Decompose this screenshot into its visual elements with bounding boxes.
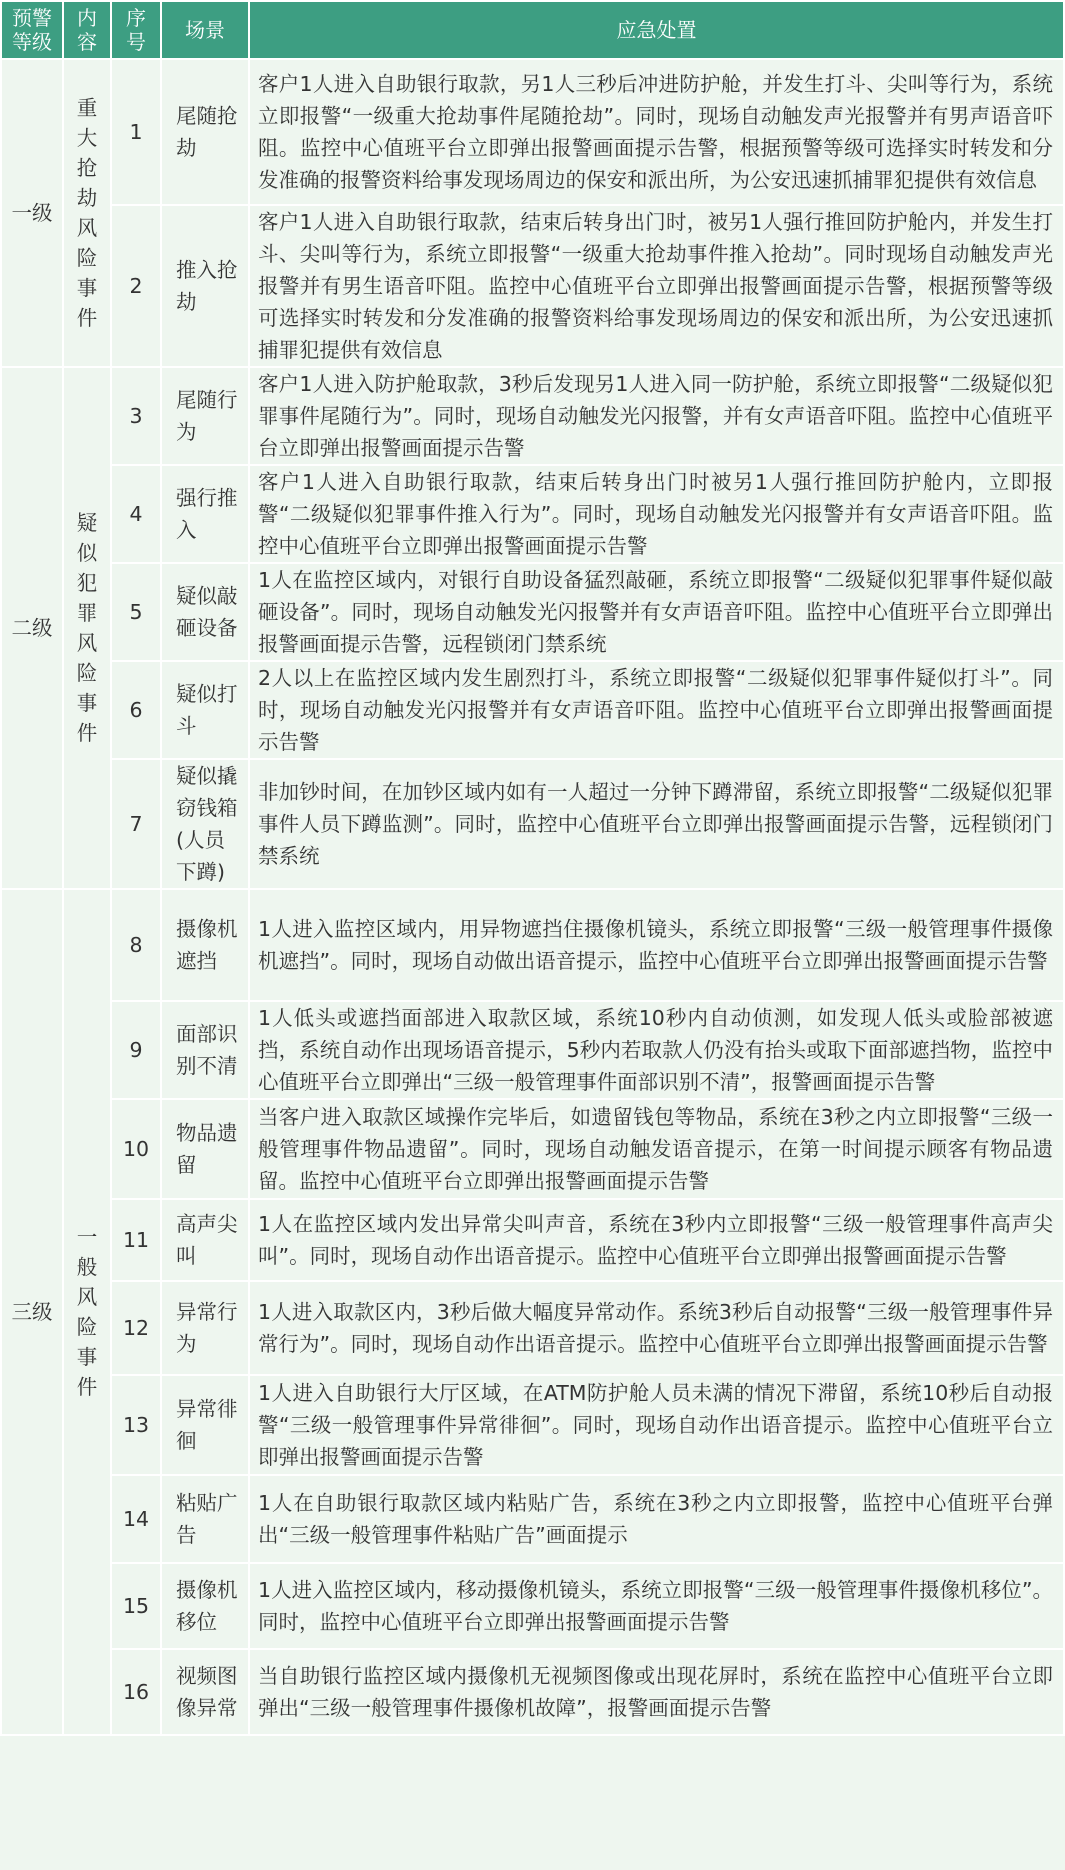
- response-cell: 1人在自助银行取款区域内粘贴广告，系统在3秒之内立即报警，监控中心值班平台弹出“三级一般管理事件粘贴广告”画面提示: [249, 1475, 1064, 1563]
- table-row: [1, 1375, 1064, 1475]
- level-cell: 一级: [1, 59, 63, 367]
- scene-cell: 摄像机遮挡: [161, 889, 249, 1001]
- header-level: 预警 等级: [1, 1, 63, 59]
- table-row: [1, 1475, 1064, 1563]
- scene-cell: 尾随行为: [161, 367, 249, 465]
- response-cell: 1人进入监控区域内，移动摄像机镜头，系统立即报警“三级一般管理事件摄像机移位”。同时，监控中心值班平台立即弹出报警画面提示告警: [249, 1563, 1064, 1649]
- scene-cell: 异常行为: [161, 1281, 249, 1375]
- scene-cell: 摄像机移位: [161, 1563, 249, 1649]
- number-cell: 10: [111, 1099, 161, 1199]
- table-row: [1, 1099, 1064, 1199]
- response-cell: 1人进入监控区域内，用异物遮挡住摄像机镜头，系统立即报警“三级一般管理事件摄像机遮挡”。同时，现场自动做出语音提示，监控中心值班平台立即弹出报警画面提示告警: [249, 889, 1064, 1001]
- number-cell: 5: [111, 563, 161, 661]
- table-row: [1, 465, 1064, 563]
- table-row: [1, 59, 1064, 205]
- number-cell: 15: [111, 1563, 161, 1649]
- content-cell: 疑似犯罪风险事件: [63, 367, 111, 889]
- response-cell: 1人低头或遮挡面部进入取款区域，系统10秒内自动侦测，如发现人低头或脸部被遮挡，系统自动作出现场语音提示，5秒内若取款人仍没有抬头或取下面部遮挡物，监控中心值班平台立即弹出“三级一般管理事件面部识别不清”，报警画面提示告警: [249, 1001, 1064, 1099]
- number-cell: 9: [111, 1001, 161, 1099]
- response-cell: 1人进入自助银行大厅区域，在ATM防护舱人员未满的情况下滞留，系统10秒后自动报警“三级一般管理事件异常徘徊”。同时，现场自动作出语音提示。监控中心值班平台立即弹出报警画面提示告警: [249, 1375, 1064, 1475]
- number-cell: 6: [111, 661, 161, 759]
- header-content: 内 容: [63, 1, 111, 59]
- scene-cell: 面部识别不清: [161, 1001, 249, 1099]
- response-cell: 当自助银行监控区域内摄像机无视频图像或出现花屏时，系统在监控中心值班平台立即弹出“三级一般管理事件摄像机故障”，报警画面提示告警: [249, 1649, 1064, 1735]
- response-cell: 客户1人进入自助银行取款，结束后转身出门时，被另1人强行推回防护舱内，并发生打斗、尖叫等行为，系统立即报警“一级重大抢劫事件推入抢劫”。同时现场自动触发声光报警并有男生语音吓阻。监控中心值班平台立即弹出报警画面提示告警，根据预警等级可选择实时转发和分发准确的报警资料给事发现场周边的保安和派出所，为公安迅速抓捕罪犯提供有效信息: [249, 205, 1064, 367]
- scene-cell: 高声尖叫: [161, 1199, 249, 1281]
- number-cell: 2: [111, 205, 161, 367]
- table-row: [1, 661, 1064, 759]
- number-cell: 14: [111, 1475, 161, 1563]
- scene-cell: 疑似撬窃钱箱(人员下蹲): [161, 759, 249, 889]
- number-cell: 16: [111, 1649, 161, 1735]
- table-row: [1, 563, 1064, 661]
- table-row: [1, 1199, 1064, 1281]
- table-row: [1, 1281, 1064, 1375]
- scene-cell: 异常徘徊: [161, 1375, 249, 1475]
- table-row: [1, 759, 1064, 889]
- number-cell: 13: [111, 1375, 161, 1475]
- content-cell: 一般风险事件: [63, 889, 111, 1735]
- response-cell: 当客户进入取款区域操作完毕后，如遗留钱包等物品，系统在3秒之内立即报警“三级一般管理事件物品遗留”。同时，现场自动触发语音提示，在第一时间提示顾客有物品遗留。监控中心值班平台立即弹出报警画面提示告警: [249, 1099, 1064, 1199]
- response-cell: 客户1人进入自助银行取款，另1人三秒后冲进防护舱，并发生打斗、尖叫等行为，系统立即报警“一级重大抢劫事件尾随抢劫”。同时，现场自动触发声光报警并有男声语音吓阻。监控中心值班平台立即弹出报警画面提示告警，根据预警等级可选择实时转发和分发准确的报警资料给事发现场周边的保安和派出所，为公安迅速抓捕罪犯提供有效信息: [249, 59, 1064, 205]
- response-cell: 客户1人进入自助银行取款，结束后转身出门时被另1人强行推回防护舱内，立即报警“二级疑似犯罪事件推入行为”。同时，现场自动触发光闪报警并有女声语音吓阻。监控中心值班平台立即弹出报警画面提示告警: [249, 465, 1064, 563]
- header-response: 应急处置: [249, 1, 1064, 59]
- scene-cell: 物品遗留: [161, 1099, 249, 1199]
- level-cell: 三级: [1, 889, 63, 1735]
- response-cell: 2人以上在监控区域内发生剧烈打斗，系统立即报警“二级疑似犯罪事件疑似打斗”。同时，现场自动触发光闪报警并有女声语音吓阻。监控中心值班平台立即弹出报警画面提示告警: [249, 661, 1064, 759]
- number-cell: 3: [111, 367, 161, 465]
- number-cell: 8: [111, 889, 161, 1001]
- number-cell: 12: [111, 1281, 161, 1375]
- table-row: [1, 889, 1064, 1001]
- response-cell: 非加钞时间，在加钞区域内如有一人超过一分钟下蹲滞留，系统立即报警“二级疑似犯罪事件人员下蹲监测”。同时，监控中心值班平台立即弹出报警画面提示告警，远程锁闭门禁系统: [249, 759, 1064, 889]
- number-cell: 1: [111, 59, 161, 205]
- scene-cell: 推入抢劫: [161, 205, 249, 367]
- response-cell: 1人在监控区域内，对银行自助设备猛烈敲砸，系统立即报警“二级疑似犯罪事件疑似敲砸设备”。同时，现场自动触发光闪报警并有女声语音吓阻。监控中心值班平台立即弹出报警画面提示告警，远程锁闭门禁系统: [249, 563, 1064, 661]
- number-cell: 4: [111, 465, 161, 563]
- response-cell: 1人在监控区域内发出异常尖叫声音，系统在3秒内立即报警“三级一般管理事件高声尖叫”。同时，现场自动作出语音提示。监控中心值班平台立即弹出报警画面提示告警: [249, 1199, 1064, 1281]
- header-scene: 场景: [161, 1, 249, 59]
- scene-cell: 强行推入: [161, 465, 249, 563]
- level-cell: 二级: [1, 367, 63, 889]
- number-cell: 11: [111, 1199, 161, 1281]
- table-row: [1, 1001, 1064, 1099]
- table-row: [1, 205, 1064, 367]
- response-cell: 1人进入取款区内，3秒后做大幅度异常动作。系统3秒后自动报警“三级一般管理事件异常行为”。同时，现场自动作出语音提示。监控中心值班平台立即弹出报警画面提示告警: [249, 1281, 1064, 1375]
- scene-cell: 粘贴广告: [161, 1475, 249, 1563]
- scene-cell: 疑似敲砸设备: [161, 563, 249, 661]
- table-row: [1, 1649, 1064, 1735]
- scene-cell: 视频图像异常: [161, 1649, 249, 1735]
- response-cell: 客户1人进入防护舱取款，3秒后发现另1人进入同一防护舱，系统立即报警“二级疑似犯罪事件尾随行为”。同时，现场自动触发光闪报警，并有女声语音吓阻。监控中心值班平台立即弹出报警画面提示告警: [249, 367, 1064, 465]
- table-header-row: [1, 1, 1064, 59]
- number-cell: 7: [111, 759, 161, 889]
- table-row: [1, 367, 1064, 465]
- header-number: 序 号: [111, 1, 161, 59]
- content-cell: 重大抢劫风险事件: [63, 59, 111, 367]
- table-row: [1, 1563, 1064, 1649]
- scene-cell: 尾随抢劫: [161, 59, 249, 205]
- scene-cell: 疑似打斗: [161, 661, 249, 759]
